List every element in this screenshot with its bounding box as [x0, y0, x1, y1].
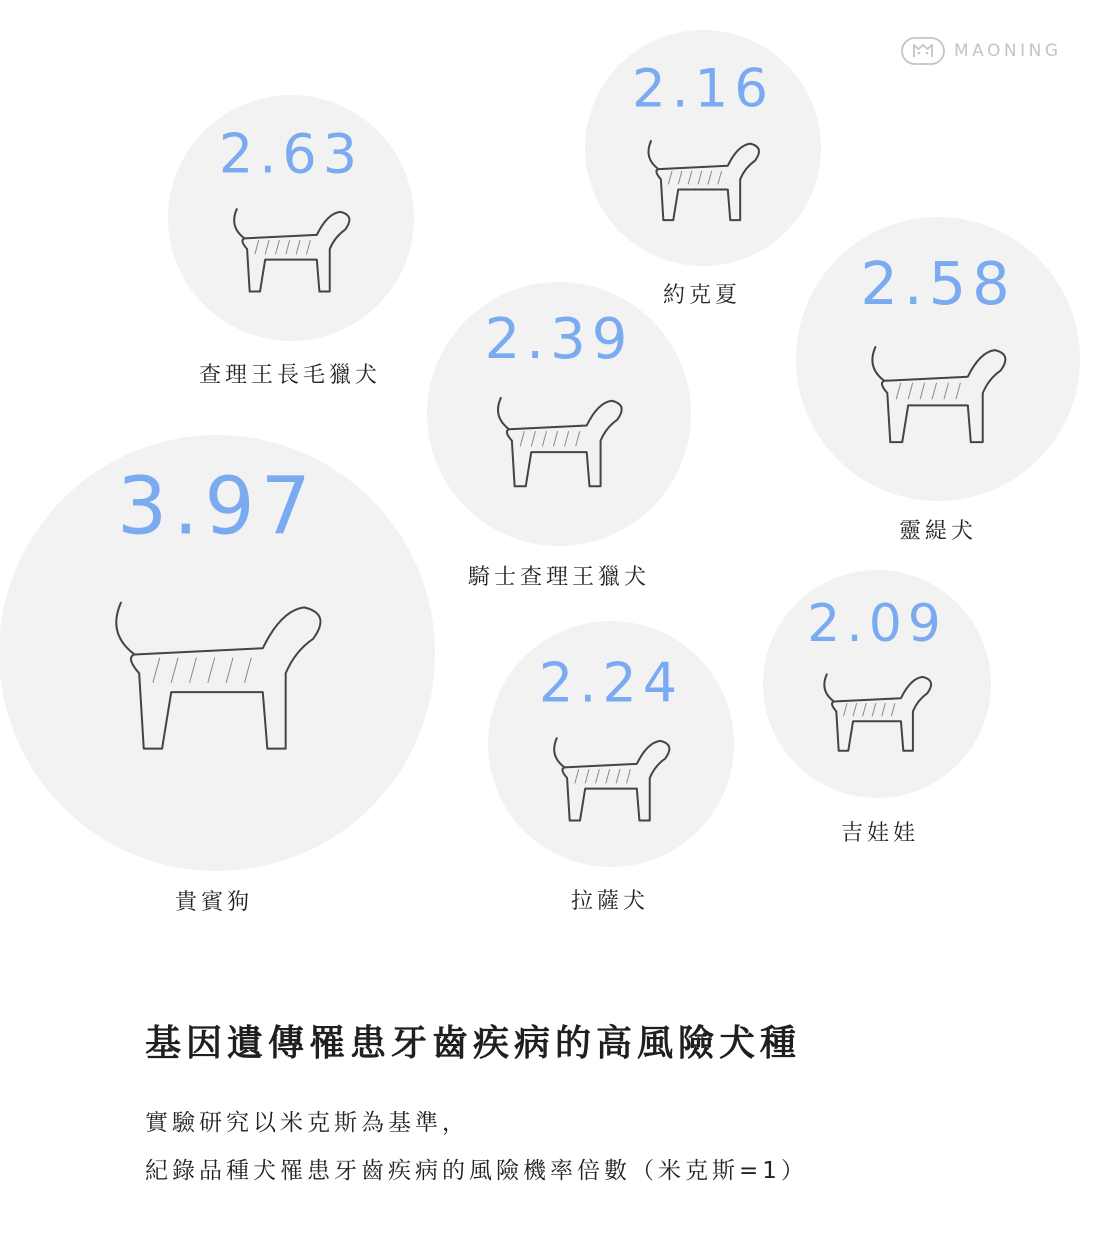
value-label: 2.39: [484, 307, 634, 373]
category-label: 拉薩犬: [570, 889, 650, 914]
value-label: 3.97: [117, 460, 317, 553]
subtitle-line-1: 實驗研究以米克斯為基準，: [145, 1110, 469, 1136]
category-label: 靈緹犬: [898, 519, 978, 544]
bubble-group: [796, 217, 1080, 544]
cat-face-icon: [900, 36, 946, 66]
category-label: 吉娃娃: [840, 821, 920, 846]
value-label: 2.24: [538, 651, 684, 715]
value-label: 2.09: [807, 594, 947, 654]
bubble-group: [0, 435, 435, 915]
category-label: 騎士查理王獵犬: [467, 565, 651, 590]
bubble-group: [585, 30, 821, 308]
category-label: 貴賓狗: [174, 890, 254, 915]
subtitle-line-2: 紀錄品種犬罹患牙齒疾病的風險機率倍數（米克斯=1）: [145, 1158, 808, 1184]
bubble-group: [488, 621, 734, 914]
value-label: 2.58: [860, 249, 1016, 319]
value-label: 2.63: [218, 122, 364, 186]
category-label: 查理王長毛獵犬: [198, 363, 382, 388]
page-title: 基因遺傳罹患牙齒疾病的高風險犬種: [145, 1023, 802, 1064]
value-label: 2.16: [631, 58, 775, 120]
brand-name: MAONING: [954, 41, 1062, 61]
bubble-group: [763, 570, 991, 846]
bubble-group: [168, 95, 414, 388]
bubble-group: [427, 282, 691, 590]
brand-logo: [900, 36, 1062, 66]
category-label: 約克夏: [662, 283, 742, 308]
